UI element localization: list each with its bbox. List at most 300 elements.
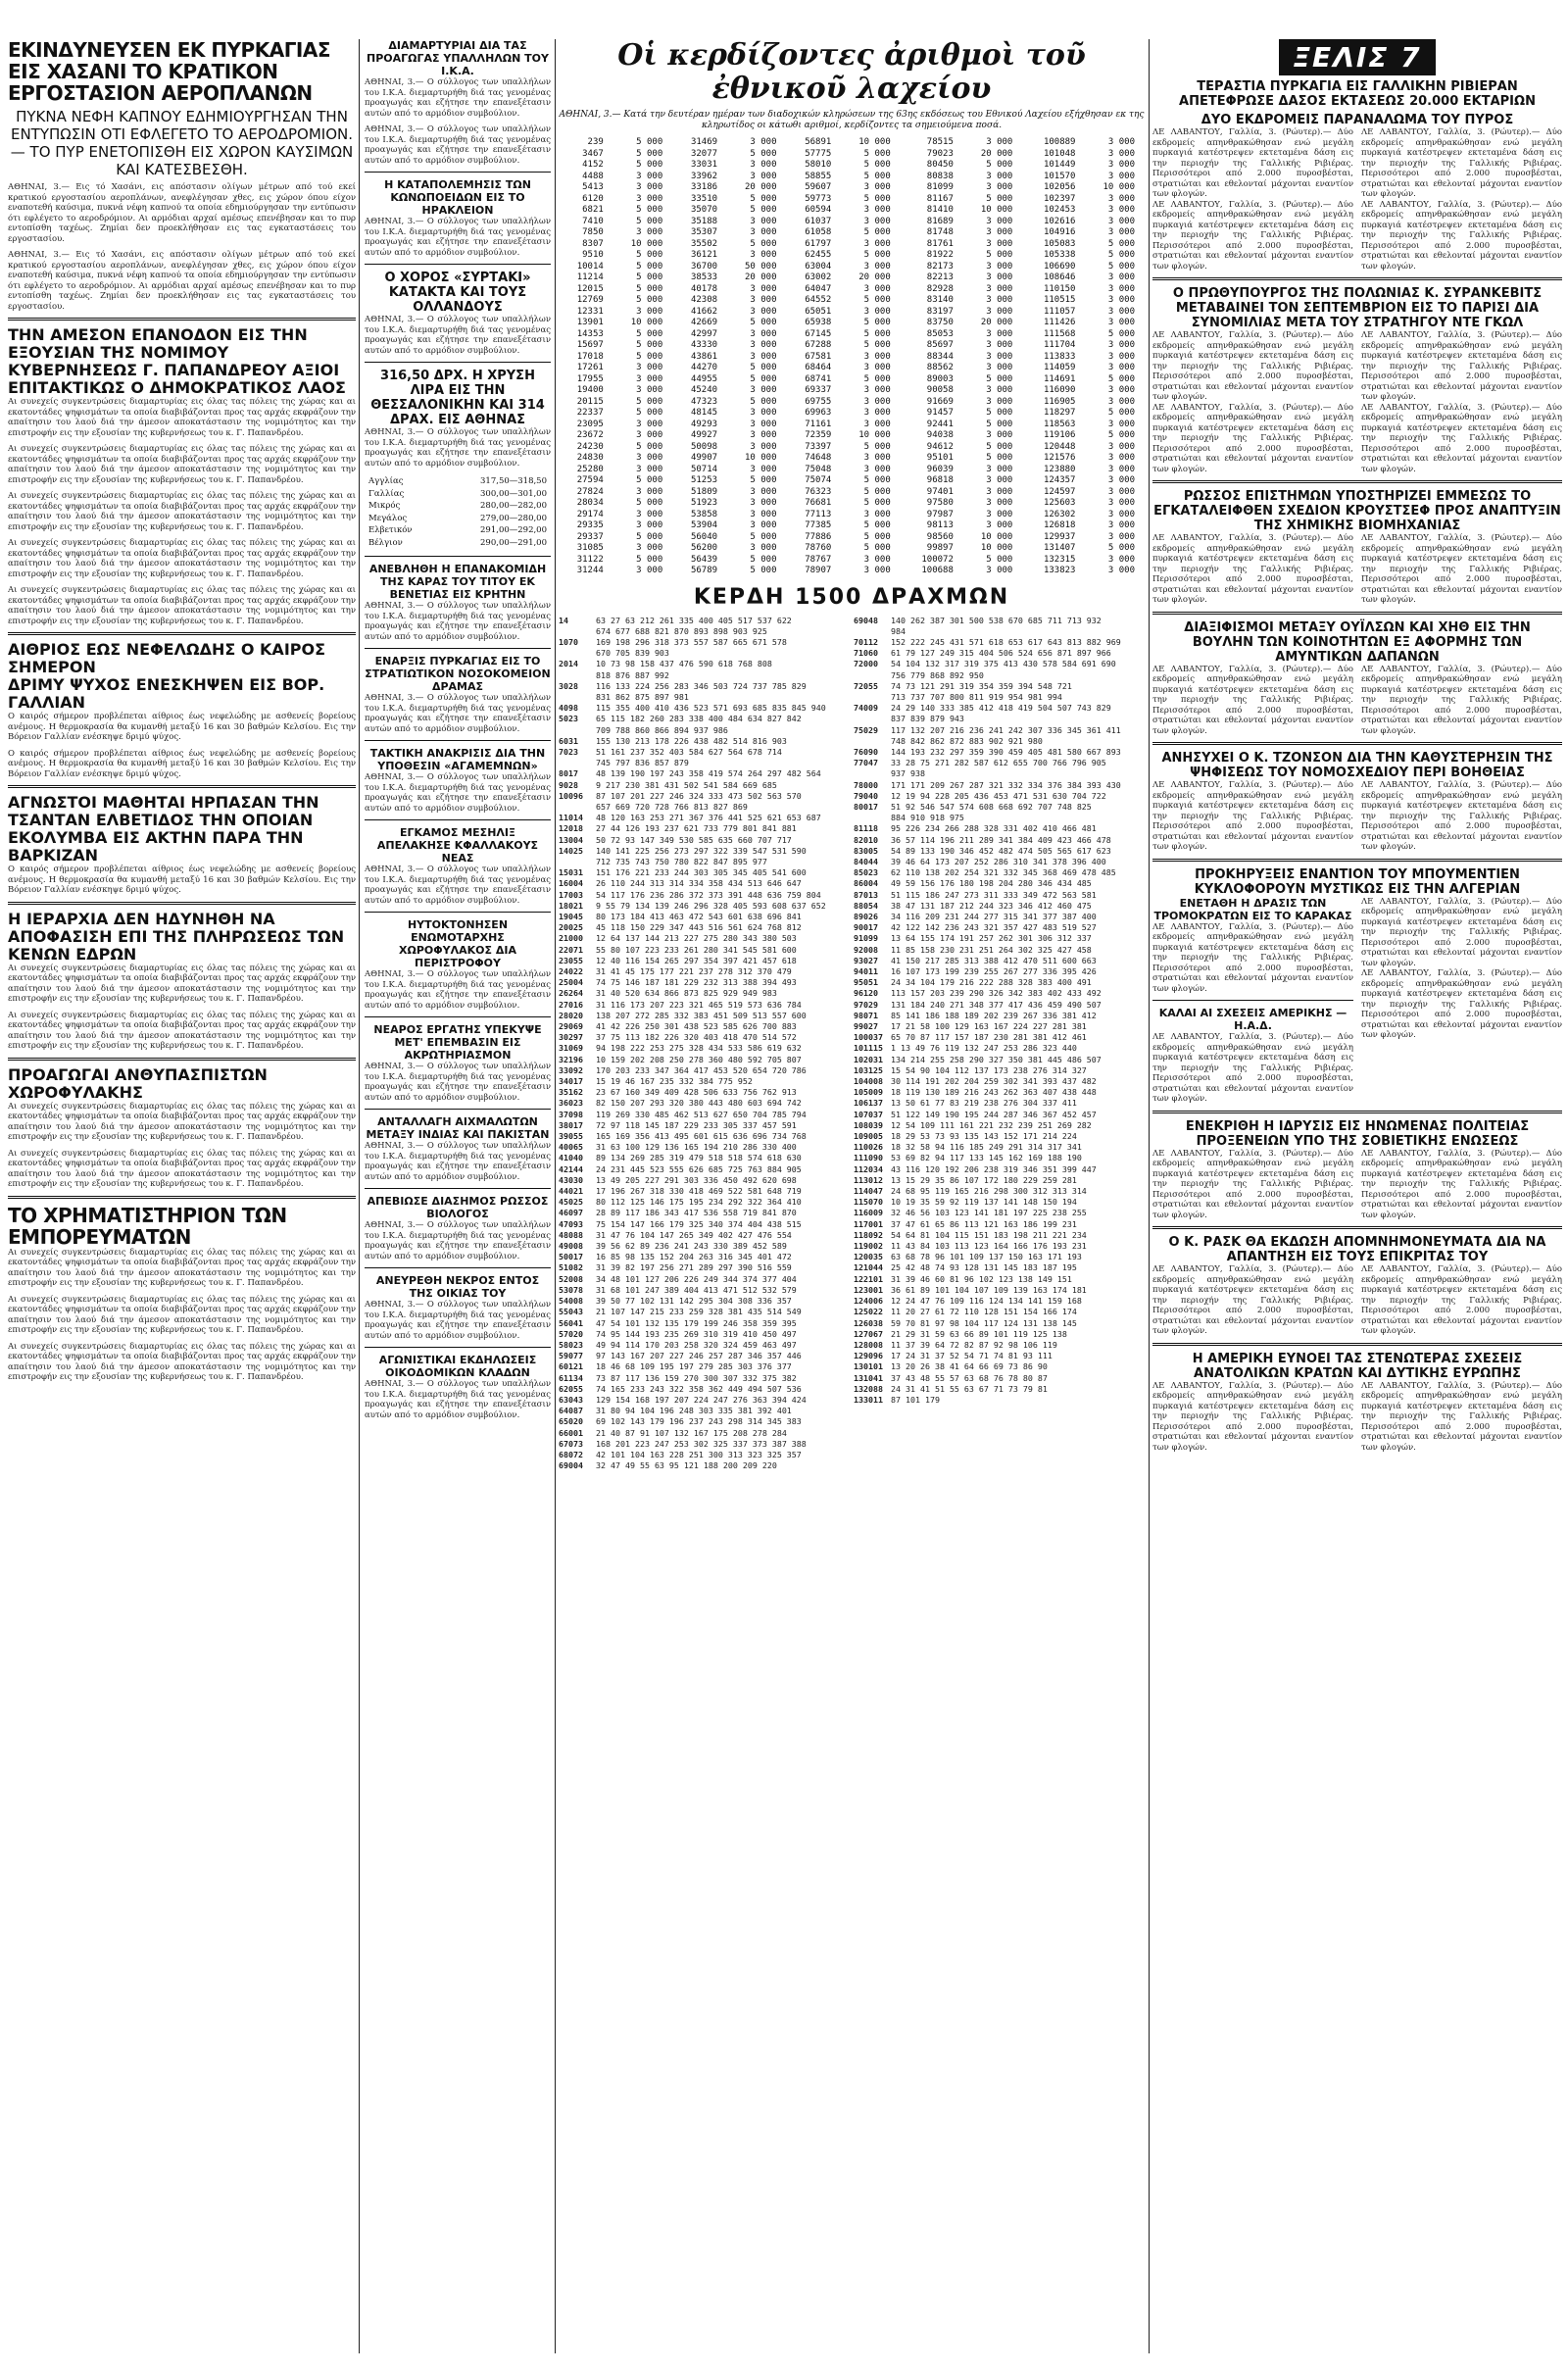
thousand-group: 54008 xyxy=(559,1296,583,1307)
prize-amount: 5 000 xyxy=(986,441,1013,452)
small-prize-row xyxy=(854,1296,1144,1307)
article-body-stolen-bag: Ο καιρός σήμερον προβλέπεται αίθριος έως νεφελώδης με ασθενείς βορείους ανέμους. Η θερμοκρασία θα κυμανθή μεταξύ 16 και 30 βαθμών Κελσίου. Εις την Βόρειον Γαλλίαν ενέσκηψε δριμύ ψύχος. xyxy=(8,865,356,895)
prize-amount: 5 000 xyxy=(636,160,663,170)
ticket-suffixes: 54 117 176 236 286 372 373 391 448 636 759 804 xyxy=(596,889,821,900)
ticket-number: 67288 xyxy=(805,340,832,350)
small-prize-row xyxy=(854,1175,1144,1186)
ticket-number: 4488 xyxy=(582,171,604,181)
thousand-group: 58023 xyxy=(559,1339,583,1350)
prize-amount: 3 000 xyxy=(863,261,891,272)
ticket-suffixes: 31 39 46 60 81 96 102 123 138 149 151 xyxy=(891,1273,1072,1284)
table-row: Ελβετικόν 291,00—292,00 xyxy=(368,525,547,535)
ticket-number: 29335 xyxy=(576,520,604,530)
prize-amount: 3 000 xyxy=(750,408,777,418)
ticket-number: 33031 xyxy=(690,160,718,170)
table-row: Βέλγιον 290,00—291,00 xyxy=(368,537,547,548)
small-prize-row xyxy=(854,835,1144,846)
ticket-number: 110150 xyxy=(1043,283,1076,294)
article-body-riviera: ΛΕ ΛΑΒΑΝΤΟΥ, Γαλλία, 3. (Ρώυτερ).— Δύο εκδρομείς απηνθρακώθησαν ενώ μεγάλη πυρκαγιά κατέστρεψεν εκτεταμένα δάση εις την περιοχήν της Γαλλικής Ριβιέρας. Περισσότεροι από 2.000 πυροσβέσται, στρατιώται και εθελονταί μάχονται εναντίον των φλογών. xyxy=(1152,127,1353,199)
small-prize-row xyxy=(559,791,849,802)
ticket-suffixes: 119 269 330 485 462 513 627 650 704 785 794 xyxy=(596,1109,807,1119)
ticket-number: 64552 xyxy=(805,295,832,305)
small-prize-row xyxy=(559,736,849,747)
prize-row xyxy=(559,160,1145,172)
prize-amount: 3 000 xyxy=(1107,137,1135,147)
ticket-suffixes: 15 19 46 167 235 332 384 775 952 xyxy=(596,1076,753,1087)
small-prize-row xyxy=(854,714,1144,724)
ticket-number: 80838 xyxy=(926,171,954,181)
ticket-number: 27824 xyxy=(576,486,604,497)
prize-amount: 3 000 xyxy=(1107,148,1135,159)
ticket-number: 77113 xyxy=(805,509,832,519)
thousand-group: 105009 xyxy=(854,1087,883,1098)
prize-amount: 3 000 xyxy=(1107,351,1135,362)
ticket-number: 56439 xyxy=(690,554,718,565)
ticket-suffixes: 674 677 688 821 870 893 898 903 925 xyxy=(596,625,767,636)
prize-row xyxy=(559,182,1145,194)
small-prize-row xyxy=(559,988,849,999)
small-prize-row xyxy=(854,1087,1144,1098)
ticket-suffixes: 17 196 267 318 330 418 469 522 581 648 719 xyxy=(596,1186,802,1197)
prize-amount: 3 000 xyxy=(863,351,891,362)
prize-row xyxy=(559,284,1145,296)
ticket-number: 94038 xyxy=(926,430,954,440)
prize-amount: 5 000 xyxy=(750,238,777,249)
ticket-number: 101570 xyxy=(1043,171,1076,181)
prize-amount: 3 000 xyxy=(750,509,777,519)
ticket-suffixes: 74 75 146 187 181 229 232 313 388 394 493 xyxy=(596,977,797,988)
headline-mosquito-control: Η ΚΑΤΑΠΟΛΕΜΗΣΙΣ ΤΩΝ ΚΩΝΩΠΟΕΙΔΩΝ ΕΙΣ ΤΟ ΗΡΑΚΛΕΙΟΝ xyxy=(384,178,531,217)
small-prize-row xyxy=(854,1241,1144,1252)
thousand-group: 45025 xyxy=(559,1197,583,1208)
ticket-number: 120448 xyxy=(1043,441,1076,452)
ticket-number: 72359 xyxy=(805,430,832,440)
small-prize-row xyxy=(854,1340,1144,1351)
ticket-suffixes: 138 207 272 285 332 383 451 509 513 557 600 xyxy=(596,1010,807,1020)
ticket-number: 67145 xyxy=(805,328,832,339)
prize-amount: 3 000 xyxy=(986,385,1013,395)
ticket-number: 12331 xyxy=(576,306,604,317)
small-prize-row xyxy=(854,791,1144,802)
prize-amount: 3 000 xyxy=(863,554,891,565)
article-body-consulates: ΛΕ ΛΑΒΑΝΤΟΥ, Γαλλία, 3. (Ρώυτερ).— Δύο εκδρομείς απηνθρακώθησαν ενώ μεγάλη πυρκαγιά κατέστρεψεν εκτεταμένα δάση εις την περιοχήν της Γαλλικής Ριβιέρας. Περισσότεροι από 2.000 πυροσβέσται, στρατιώται και εθελονταί μάχονται εναντίον των φλογών. xyxy=(1152,1148,1353,1220)
ticket-suffixes: 32 46 56 103 123 141 181 197 225 238 255 xyxy=(891,1208,1087,1218)
ticket-suffixes: 21 107 147 215 233 259 328 381 435 514 549 xyxy=(596,1307,802,1317)
ticket-suffixes: 16 85 98 135 152 204 263 316 345 401 472 xyxy=(596,1252,792,1262)
small-prize-row xyxy=(854,1318,1144,1329)
ticket-suffixes: 18 119 130 189 216 243 262 363 407 438 448 xyxy=(891,1087,1097,1098)
ticket-suffixes: 30 114 191 202 204 259 302 341 393 437 482 xyxy=(891,1076,1097,1087)
thousand-group: 27016 xyxy=(559,999,583,1010)
prize-amount: 20 000 xyxy=(858,272,891,282)
thousand-group: 16004 xyxy=(559,878,583,889)
ticket-suffixes: 74 95 144 193 235 269 310 319 410 450 497 xyxy=(596,1328,797,1339)
thousand-group: 20025 xyxy=(559,922,583,933)
prize-amount: 5 000 xyxy=(636,137,663,147)
ticket-suffixes: 42 122 142 236 243 321 357 427 483 519 527 xyxy=(891,922,1097,933)
ticket-number: 97401 xyxy=(926,486,954,497)
prize-amount: 5 000 xyxy=(636,216,663,226)
thousand-group: 89026 xyxy=(854,911,878,921)
thousand-group: 53078 xyxy=(559,1284,583,1295)
headline-russian-biologist: ΑΠΕΒΙΩΣΕ ΔΙΑΣΗΜΟΣ ΡΩΣΣΟΣ ΒΙΟΛΟΓΟΣ xyxy=(367,1195,549,1220)
prize-amount: 3 000 xyxy=(863,464,891,474)
ticket-number: 42997 xyxy=(690,328,718,339)
article-body-commodity-more: Αι συνεχείς συγκεντρώσεις διαμαρτυρίας εις όλας τας πόλεις της χώρας και αι εκατοντάδες ψηφισμάτων τα οποία διαβιβάζονται προς τας αρχάς εκφράζουν την απαίτησιν του λαού διά την άμεσον αποκατάστασιν της νομιμότητος και την επιστροφήν εις την εξουσίαν της κυβερνήσεως του κ. Γ. Παπανδρέου. xyxy=(8,1341,356,1382)
ticket-number: 17955 xyxy=(576,373,604,384)
ticket-suffixes: 41 42 226 250 301 438 523 585 626 700 883 xyxy=(596,1021,797,1032)
thousand-group: 123001 xyxy=(854,1284,883,1295)
prize-row xyxy=(559,475,1145,487)
small-prize-row xyxy=(559,1460,849,1471)
prize-amount: 5 000 xyxy=(750,396,777,407)
prize-amount: 3 000 xyxy=(1107,340,1135,350)
prize-amount: 5 000 xyxy=(986,193,1013,204)
prize-amount: 3 000 xyxy=(986,171,1013,181)
thousand-group: 96120 xyxy=(854,988,878,999)
ticket-suffixes: 31 68 101 247 389 404 413 471 512 532 579 xyxy=(596,1284,797,1295)
prize-amount: 3 000 xyxy=(750,171,777,181)
ticket-number: 75048 xyxy=(805,464,832,474)
small-prize-row xyxy=(854,1098,1144,1109)
ticket-number: 5413 xyxy=(582,182,604,192)
small-prize-row xyxy=(854,1384,1144,1395)
small-prize-row xyxy=(854,1131,1144,1142)
thousand-group: 46097 xyxy=(559,1208,583,1218)
ticket-number: 11214 xyxy=(576,272,604,282)
prize-amount: 3 000 xyxy=(750,283,777,294)
ticket-number: 118563 xyxy=(1043,419,1076,429)
ticket-suffixes: 47 54 101 132 135 179 199 246 358 359 395 xyxy=(596,1317,797,1328)
small-prize-row xyxy=(559,1285,849,1296)
ticket-suffixes: 13 15 29 35 86 107 172 180 229 259 281 xyxy=(891,1174,1077,1185)
ticket-number: 98560 xyxy=(926,531,954,542)
small-prize-row xyxy=(559,1197,849,1208)
thousand-group: 37098 xyxy=(559,1109,583,1119)
ticket-suffixes: 74 73 121 291 319 354 359 394 548 721 xyxy=(891,680,1072,691)
thousand-group: 57020 xyxy=(559,1328,583,1339)
ticket-suffixes: 69 102 143 179 196 237 243 298 314 345 383 xyxy=(596,1416,802,1427)
prize-row xyxy=(559,420,1145,431)
prize-amount: 3 000 xyxy=(750,306,777,317)
ticket-number: 68464 xyxy=(805,363,832,372)
ticket-suffixes: 168 201 223 247 253 302 325 337 373 387 388 xyxy=(596,1438,807,1449)
small-prize-row xyxy=(854,1153,1144,1163)
small-prize-row xyxy=(559,823,849,834)
small-prize-row xyxy=(854,988,1144,999)
thousand-group: 93027 xyxy=(854,955,878,965)
small-prize-row xyxy=(559,922,849,933)
small-prize-row xyxy=(559,1219,849,1230)
ticket-number: 85053 xyxy=(926,328,954,339)
prize-amount: 5 000 xyxy=(863,148,891,159)
small-prize-row xyxy=(559,1164,849,1175)
thousand-group: 81118 xyxy=(854,823,878,834)
small-prize-row xyxy=(559,1021,849,1032)
headline-russian-scientist: ΡΩΣΣΟΣ ΕΠΙΣΤΗΜΩΝ ΥΠΟΣΤΗΡΙΖΕΙ ΕΜΜΕΣΩΣ ΤΟ ΕΓΚΑΤΑΛΕΙΦΘΕΝ ΣΧΕΔΙΟΝ ΚΡΟΥΣΤΣΕΦ ΠΡΟΣ ΑΝΑΠΤΥΞΙΝ ΤΗΣ ΧΗΜΙΚΗΣ ΒΙΟΜΗΧΑΝΙΑΣ xyxy=(1153,489,1561,533)
prize-amount: 5 000 xyxy=(750,531,777,542)
headline-hospital-fire: ΕΝΑΡΞΙΣ ΠΥΡΚΑΓΙΑΣ ΕΙΣ ΤΟ ΣΤΡΑΤΙΩΤΙΚΟΝ ΝΟΣΟΚΟΜΕΙΟΝ ΔΡΑΜΑΣ xyxy=(365,655,551,693)
ticket-suffixes: 39 46 64 173 207 252 286 310 341 378 396 400 xyxy=(891,856,1106,866)
thousand-group: 127067 xyxy=(854,1328,883,1339)
prize-amount: 3 000 xyxy=(863,396,891,407)
thousand-group: 91099 xyxy=(854,933,878,944)
small-prize-row xyxy=(559,867,849,878)
ticket-suffixes: 36 61 89 101 104 107 109 139 163 174 181 xyxy=(891,1284,1087,1295)
prize-amount: 3 000 xyxy=(863,509,891,519)
small-prize-row xyxy=(854,637,1144,648)
prize-amount: 5 000 xyxy=(750,363,777,372)
prize-amount: 50 000 xyxy=(744,261,777,272)
ticket-number: 81099 xyxy=(926,182,954,192)
ticket-number: 69963 xyxy=(805,408,832,418)
headline-weather: ΑΙΘΡΙΟΣ ΕΩΣ ΝΕΦΕΛΩΔΗΣ Ο ΚΑΙΡΟΣ ΣΗΜΕΡΟΝ xyxy=(8,640,326,676)
small-prize-row xyxy=(854,966,1144,977)
ticket-number: 33962 xyxy=(690,171,718,181)
ticket-number: 96039 xyxy=(926,464,954,474)
headline-gendarme-suicide: ΗΥΤΟΚΤΟΝΗΣΕΝ ΕΝΩΜΟΤΑΡΧΗΣ ΧΩΡΟΦΥΛΑΚΟΣ ΔΙΑ ΠΕΡΙΣΤΡΟΦΟΥ xyxy=(399,918,516,969)
ticket-suffixes: 10 19 35 59 92 119 137 141 148 150 194 xyxy=(891,1197,1077,1208)
thousand-group: 125022 xyxy=(854,1307,883,1317)
prize-amount: 3 000 xyxy=(636,430,663,440)
thousand-group: 109005 xyxy=(854,1131,883,1142)
prize-row xyxy=(559,217,1145,228)
ticket-number: 88562 xyxy=(926,363,954,372)
ticket-number: 12015 xyxy=(576,283,604,294)
thousand-group: 8017 xyxy=(559,768,578,779)
ticket-suffixes: 24 34 104 179 216 222 288 328 383 400 491 xyxy=(891,977,1092,988)
ticket-number: 126302 xyxy=(1043,509,1076,519)
thousand-group: 18021 xyxy=(559,900,583,911)
small-prize-row xyxy=(559,1076,849,1087)
ticket-number: 38533 xyxy=(690,272,718,282)
prize-amount: 5 000 xyxy=(986,373,1013,384)
ticket-number: 102453 xyxy=(1043,205,1076,215)
ticket-suffixes: 74 165 233 243 322 358 362 449 494 507 536 xyxy=(596,1383,802,1394)
thousand-group: 106137 xyxy=(854,1098,883,1109)
prize-amount: 5 000 xyxy=(1107,543,1135,553)
prize-amount: 5 000 xyxy=(750,554,777,565)
thousand-group: 83005 xyxy=(854,845,878,856)
ticket-number: 126818 xyxy=(1043,520,1076,530)
small-prize-row xyxy=(854,1285,1144,1296)
small-prize-row xyxy=(854,1230,1144,1241)
thousand-group: 13004 xyxy=(559,834,583,845)
ticket-suffixes: 87 101 179 xyxy=(891,1394,940,1405)
headline-soviet-consulates: ΕΝΕΚΡΙΘΗ Η ΙΔΡΥΣΙΣ ΕΙΣ ΗΝΩΜΕΝΑΣ ΠΟΛΙΤΕΙΑΣ ΠΡΟΞΕΝΕΙΩΝ ΥΠΟ ΤΗΣ ΣΟΒΙΕΤΙΚΗΣ ΕΝΩΣΕΩΣ xyxy=(1185,1118,1530,1149)
ticket-suffixes: 11 85 158 230 231 251 264 302 325 427 458 xyxy=(891,944,1092,955)
lottery-title: Οἱ κερδίζοντες ἀριθμοὶ τοῦ ἐθνικοῦ λαχείου xyxy=(617,39,1086,106)
ticket-number: 78767 xyxy=(805,554,832,565)
thousand-group: 33092 xyxy=(559,1064,583,1075)
ticket-suffixes: 657 669 720 728 766 813 827 869 xyxy=(596,801,748,812)
ticket-number: 97987 xyxy=(926,509,954,519)
ticket-number: 44955 xyxy=(690,373,718,384)
prize-amount: 3 000 xyxy=(863,453,891,463)
small-prize-row xyxy=(854,1197,1144,1208)
small-prize-row xyxy=(854,1011,1144,1021)
small-prize-row xyxy=(854,922,1144,933)
ticket-number: 60594 xyxy=(805,205,832,215)
ticket-suffixes: 55 80 107 223 233 261 280 341 545 581 600 xyxy=(596,944,797,955)
prize-amount: 3 000 xyxy=(636,385,663,395)
ticket-suffixes: 54 89 133 190 346 452 482 474 505 565 617 623 xyxy=(891,845,1111,856)
thousand-group: 101115 xyxy=(854,1043,883,1054)
article-body-scientist-cont: ΛΕ ΛΑΒΑΝΤΟΥ, Γαλλία, 3. (Ρώυτερ).— Δύο εκδρομείς απηνθρακώθησαν ενώ μεγάλη πυρκαγιά κατέστρεψεν εκτεταμένα δάση εις την περιοχήν της Γαλλικής Ριβιέρας. Περισσότεροι από 2.000 πυροσβέσται, στρατιώται και εθελονταί μάχονται εναντίον των φλογών. xyxy=(1361,533,1562,605)
headline-young-worker: ΝΕΑΡΟΣ ΕΡΓΑΤΗΣ ΥΠΕΚΥΨΕ ΜΕΤ' ΕΠΕΜΒΑΣΙΝ ΕΙΣ ΑΚΡΩΤΗΡΙΑΣΜΟΝ xyxy=(373,1023,542,1062)
article-body-papandreou-extra: Αι συνεχείς συγκεντρώσεις διαμαρτυρίας εις όλας τας πόλεις της χώρας και αι εκατοντάδες ψηφισμάτων τα οποία διαβιβάζονται προς τας αρχάς εκφράζουν την απαίτησιν του λαού διά την άμεσον αποκατάστασιν της νομιμότητος και την επιστροφήν εις την εξουσίαν της κυβερνήσεως του κ. Γ. Παπανδρέου. xyxy=(8,585,356,626)
headline-church-hierarchy: Η ΙΕΡΑΡΧΙΑ ΔΕΝ ΗΔΥΝΗΘΗ ΝΑ ΑΠΟΦΑΣΙΣΗ ΕΠΙ ΤΗΣ ΠΛΗΡΩΣΕΩΣ ΤΩΝ ΚΕΝΩΝ ΕΔΡΩΝ xyxy=(8,909,345,964)
article-body-algeria: ΛΕ ΛΑΒΑΝΤΟΥ, Γαλλία, 3. (Ρώυτερ).— Δύο εκδρομείς απηνθρακώθησαν ενώ μεγάλη πυρκαγιά κατέστρεψεν εκτεταμένα δάση εις την περιοχήν της Γαλλικής Ριβιέρας. Περισσότεροι από 2.000 πυροσβέσται, στρατιώται και εθελονταί μάχονται εναντίον των φλογών. xyxy=(1361,896,1562,968)
ticket-number: 63004 xyxy=(805,261,832,272)
lottery-prize-table xyxy=(559,137,1145,577)
ticket-number: 100889 xyxy=(1043,137,1076,147)
prize-amount: 3 000 xyxy=(636,566,663,575)
ticket-suffixes: 31 63 100 129 136 165 194 210 286 330 400 xyxy=(596,1142,797,1153)
ticket-number: 3467 xyxy=(582,148,604,159)
ticket-suffixes: 43 116 120 192 206 238 319 346 351 399 447 xyxy=(891,1163,1097,1174)
small-prize-row xyxy=(559,945,849,956)
ticket-number: 33510 xyxy=(690,193,718,204)
table-row: Μεγάλος 279,00—280,00 xyxy=(368,513,547,523)
ticket-number: 56040 xyxy=(690,531,718,542)
thousand-group: 44021 xyxy=(559,1186,583,1197)
headline-stolen-bag: ΑΓΝΩΣΤΟΙ ΜΑΘΗΤΑΙ ΗΡΠΑΣΑΝ ΤΗΝ ΤΣΑΝΤΑΝ ΕΛΒΕΤΙΔΟΣ ΤΗΝ ΟΠΟΙΑΝ ΕΚΟΛΥΜΒΑ ΕΙΣ ΑΚΤΗΝ ΠΑΡΑ ΤΗΝ ΒΑΡΚΙΖΑΝ xyxy=(8,793,319,865)
prize-amount: 10 000 xyxy=(630,238,663,249)
small-prize-row xyxy=(854,1120,1144,1131)
prize-row xyxy=(559,194,1145,206)
prize-amount: 3 000 xyxy=(1107,453,1135,463)
column-4 xyxy=(1152,39,1562,2353)
small-prize-row xyxy=(559,1384,849,1395)
small-prize-row xyxy=(559,714,849,724)
article-body-hierarchy: Αι συνεχείς συγκεντρώσεις διαμαρτυρίας εις όλας τας πόλεις της χώρας και αι εκατοντάδες ψηφισμάτων τα οποία διαβιβάζονται προς τας αρχάς εκφράζουν την απαίτησιν του λαού διά την άμεσον αποκατάστασιν της νομιμότητος και την επιστροφήν εις την εξουσίαν της κυβερνήσεως του κ. Γ. Παπανδρέου. xyxy=(8,963,356,1004)
ticket-suffixes: 17 24 31 37 52 54 71 74 81 93 111 xyxy=(891,1351,1053,1361)
thousand-group: 80017 xyxy=(854,801,878,812)
prize-row xyxy=(559,408,1145,420)
small-prize-row xyxy=(559,1032,849,1043)
prize-amount: 3 000 xyxy=(986,137,1013,147)
thousand-group: 59077 xyxy=(559,1351,583,1361)
ticket-number: 82173 xyxy=(926,261,954,272)
prize-amount: 3 000 xyxy=(986,351,1013,362)
thousand-group: 48088 xyxy=(559,1229,583,1240)
small-prize-row xyxy=(559,692,849,703)
thousand-group: 49008 xyxy=(559,1241,583,1252)
thousand-group: 61134 xyxy=(559,1372,583,1383)
prize-amount: 3 000 xyxy=(1107,509,1135,519)
ticket-number: 36121 xyxy=(690,250,718,260)
small-prize-row xyxy=(559,768,849,779)
ticket-suffixes: 713 737 707 800 811 919 954 981 994 xyxy=(891,691,1062,702)
ticket-number: 53858 xyxy=(690,509,718,519)
small-prize-row xyxy=(559,780,849,791)
prize-row xyxy=(559,520,1145,532)
thousand-group: 22071 xyxy=(559,944,583,955)
prize-amount: 3 000 xyxy=(636,543,663,553)
ticket-number: 114059 xyxy=(1043,363,1076,372)
small-prize-row xyxy=(854,1186,1144,1197)
ticket-suffixes: 28 89 117 186 343 417 536 558 719 841 870 xyxy=(596,1208,797,1218)
small-prize-row xyxy=(559,1055,849,1065)
thousand-group: 100037 xyxy=(854,1032,883,1043)
thousand-group: 130101 xyxy=(854,1361,883,1372)
small-prize-row xyxy=(854,1055,1144,1065)
small-prize-row xyxy=(854,977,1144,988)
ticket-suffixes: 13 50 61 77 83 219 238 276 304 337 411 xyxy=(891,1098,1077,1109)
prize-amount: 5 000 xyxy=(750,148,777,159)
thousand-group: 72000 xyxy=(854,659,878,669)
prize-amount: 5 000 xyxy=(863,543,891,553)
article-body-wilson-cont: ΛΕ ΛΑΒΑΝΤΟΥ, Γαλλία, 3. (Ρώυτερ).— Δύο εκδρομείς απηνθρακώθησαν ενώ μεγάλη πυρκαγιά κατέστρεψεν εκτεταμένα δάση εις την περιοχήν της Γαλλικής Ριβιέρας. Περισσότεροι από 2.000 πυροσβέσται, στρατιώται και εθελονταί μάχονται εναντίον των φλογών. xyxy=(1361,664,1562,736)
small-prize-row xyxy=(854,1274,1144,1285)
headline-riviera-fire: ΤΕΡΑΣΤΙΑ ΠΥΡΚΑΓΙΑ ΕΙΣ ΓΑΛΛΙΚΗΝ ΡΙΒΙΕΡΑΝ ΑΠΕΤΕΦΡΩΣΕ ΔΑΣΟΣ ΕΚΤΑΣΕΩΣ 20.000 ΕΚΤΑΡΙΩΝ xyxy=(1179,79,1536,109)
ticket-number: 68741 xyxy=(805,373,832,384)
prize-amount: 3 000 xyxy=(1107,520,1135,530)
ticket-number: 81922 xyxy=(926,250,954,260)
small-prize-row xyxy=(559,648,849,659)
prize-amount: 5 000 xyxy=(863,486,891,497)
prize-row xyxy=(559,510,1145,521)
prize-amount: 5 000 xyxy=(1107,261,1135,272)
headline-gold-sovereign: 316,50 ΔΡΧ. Η ΧΡΥΣΗ ΛΙΡΑ ΕΙΣ ΤΗΝ ΘΕΣΣΑΛΟΝΙΚΗΝ ΚΑΙ 314 ΔΡΑΧ. ΕΙΣ ΑΘΗΝΑΣ xyxy=(370,369,545,427)
ticket-suffixes: 54 104 132 317 319 375 413 430 578 584 691 690 xyxy=(891,659,1116,669)
ticket-number: 111568 xyxy=(1043,328,1076,339)
ticket-suffixes: 12 24 47 76 109 116 124 134 141 159 168 xyxy=(891,1296,1082,1307)
ticket-suffixes: 151 176 221 233 244 303 305 345 405 541 600 xyxy=(596,867,807,878)
small-prize-row xyxy=(854,1373,1144,1384)
small-prize-row xyxy=(559,1318,849,1329)
prize-amount: 3 000 xyxy=(1107,363,1135,372)
ticket-number: 43861 xyxy=(690,351,718,362)
ticket-suffixes: 709 788 860 866 894 937 986 xyxy=(596,724,728,735)
prize-amount: 3 000 xyxy=(1107,205,1135,215)
prize-amount: 20 000 xyxy=(744,182,777,192)
thousand-group: 3028 xyxy=(559,680,578,691)
thousand-group: 67073 xyxy=(559,1438,583,1449)
small-prize-row xyxy=(854,626,1144,637)
small-prize-row xyxy=(854,692,1144,703)
article-body-caracas: ΛΕ ΛΑΒΑΝΤΟΥ, Γαλλία, 3. (Ρώυτερ).— Δύο εκδρομείς απηνθρακώθησαν ενώ μεγάλη πυρκαγιά κατέστρεψεν εκτεταμένα δάση εις την περιοχήν της Γαλλικής Ριβιέρας. Περισσότεροι από 2.000 πυροσβέσται, στρατιώται και εθελονταί μάχονται εναντίον των φλογών. xyxy=(1152,921,1353,994)
ticket-number: 82928 xyxy=(926,283,954,294)
small-prize-row xyxy=(854,813,1144,823)
article-body-gendarme: ΑΘΗΝΑΙ, 3.— Ο σύλλογος των υπαλλήλων του Ι.Κ.Α. διεμαρτυρήθη διά τας γενομένας προαγωγάς και εζήτησε την επανεξέτασιν αυτών από το αρμόδιον συμβούλιον. xyxy=(365,969,551,1011)
small-prize-row xyxy=(854,1252,1144,1262)
thousand-group: 1070 xyxy=(559,636,578,647)
small-prize-row xyxy=(854,1361,1144,1372)
ticket-suffixes: 21 29 31 59 63 66 89 101 119 125 138 xyxy=(891,1328,1067,1339)
small-prize-row xyxy=(854,901,1144,912)
ticket-suffixes: 24 231 445 523 555 626 685 725 763 884 905 xyxy=(596,1163,802,1174)
prize-amount: 3 000 xyxy=(636,306,663,317)
ticket-suffixes: 63 27 63 212 261 335 400 405 517 537 622 xyxy=(596,615,792,625)
ticket-number: 76681 xyxy=(805,498,832,508)
headline-wilson-heath: ΔΙΑΞΙΦΙΣΜΟΙ ΜΕΤΑΞΥ ΟΥΪΛΣΩΝ ΚΑΙ ΧΗΘ ΕΙΣ ΤΗΝ ΒΟΥΛΗΝ ΤΩΝ ΚΟΙΝΟΤΗΤΩΝ ΕΞ ΑΦΟΡΜΗΣ ΤΩΝ ΑΜΥΝΤΙΚΩΝ ΔΑΠΑΝΩΝ xyxy=(1184,619,1531,665)
ticket-suffixes: 34 116 209 231 244 277 315 341 377 387 400 xyxy=(891,911,1097,921)
ticket-suffixes: 65 115 182 260 283 338 400 484 634 827 842 xyxy=(596,714,802,724)
small-prize-row xyxy=(559,1373,849,1384)
ticket-suffixes: 89 134 269 285 319 479 518 518 574 618 630 xyxy=(596,1153,802,1163)
ticket-suffixes: 10 73 98 158 437 476 590 618 768 808 xyxy=(596,659,772,669)
thousand-group: 104008 xyxy=(854,1076,883,1087)
ticket-number: 31122 xyxy=(576,554,604,565)
thousand-group: 120035 xyxy=(854,1252,883,1262)
small-prize-row xyxy=(854,1110,1144,1120)
ticket-number: 125603 xyxy=(1043,498,1076,508)
ticket-suffixes: 49 59 156 176 180 198 204 280 346 434 485 xyxy=(891,878,1092,889)
prize-amount: 3 000 xyxy=(750,340,777,350)
thousand-group: 30297 xyxy=(559,1032,583,1043)
